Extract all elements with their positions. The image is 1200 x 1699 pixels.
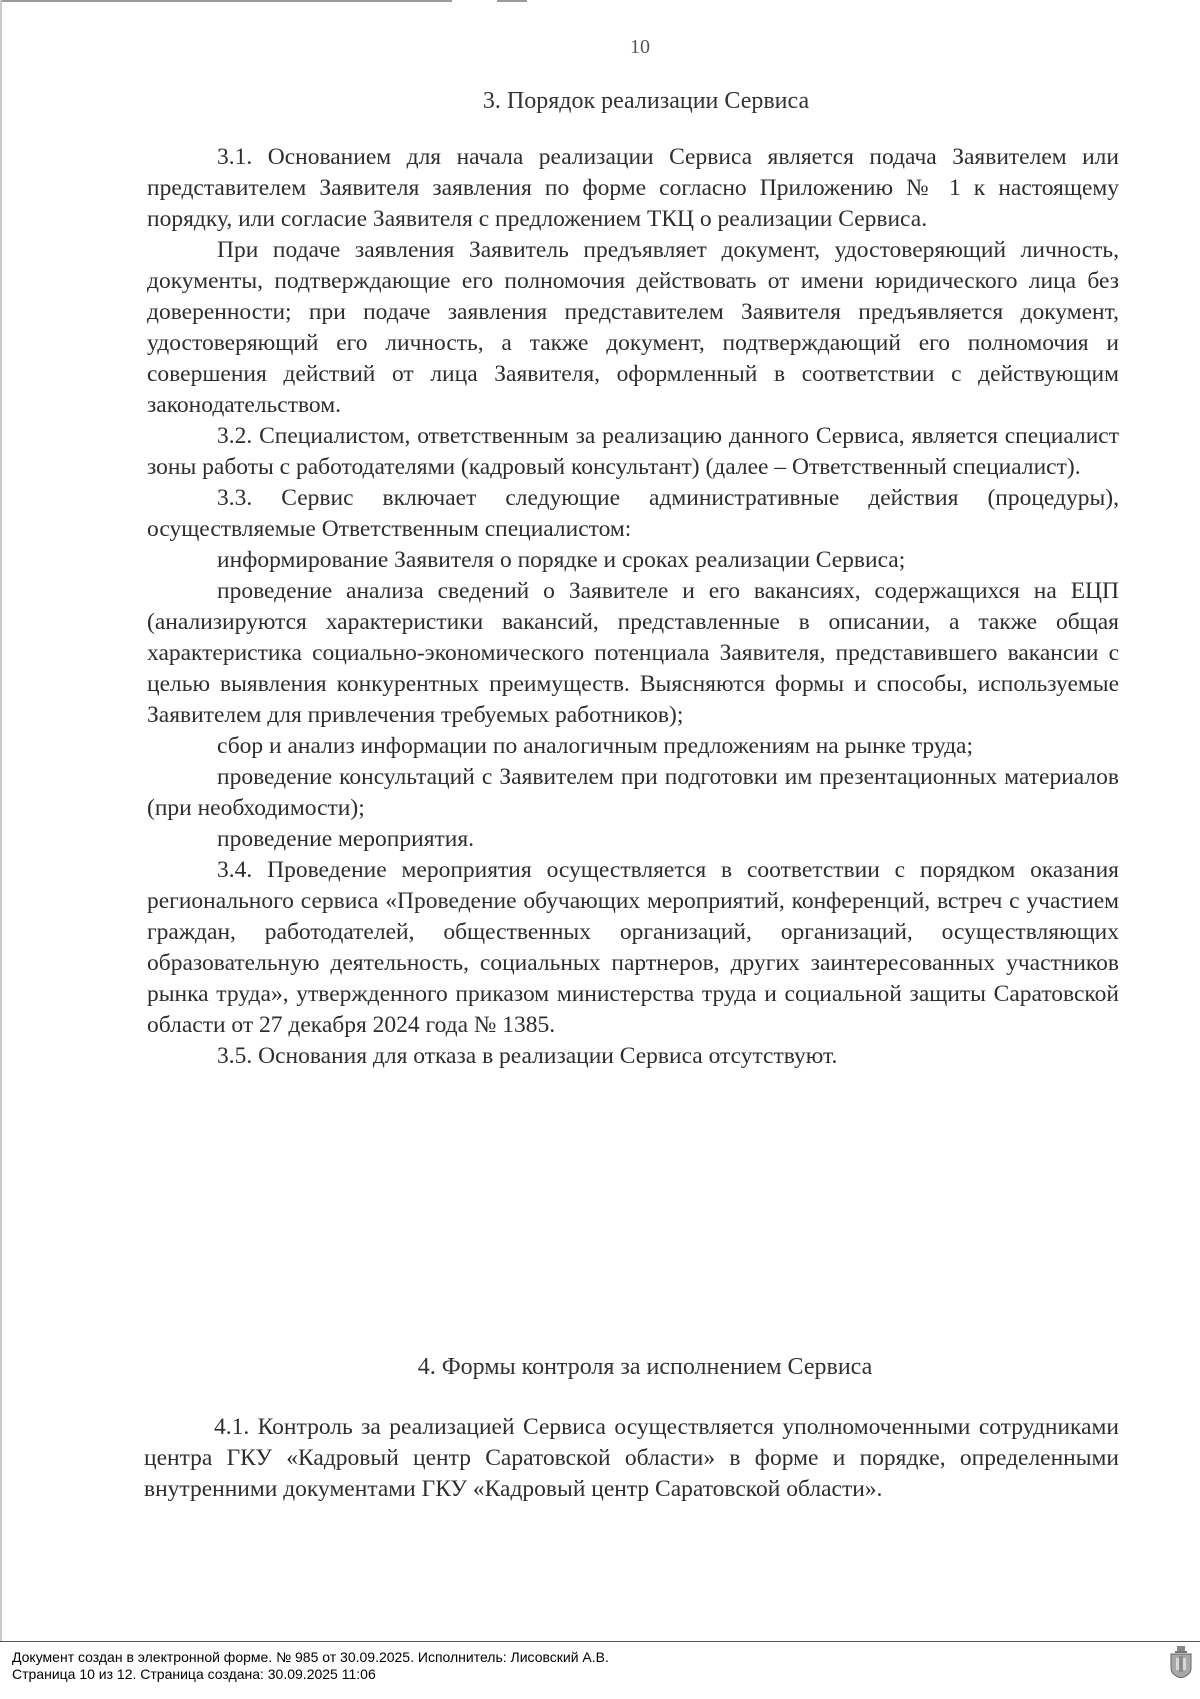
paragraph-3-5: 3.5. Основания для отказа в реализации Сервиса отсутствуют. [217,1043,838,1069]
footer-document-info: Документ создан в электронной форме. № 985 от 30.09.2025. Исполнитель: Лисовский А.В. [12,1649,609,1665]
paragraph-4-1: 4.1. Контроль за реализацией Сервиса осуществляется уполномоченными сотрудниками центра ГКУ «Кадровый центр Саратовской области» в форме и порядке, определенными внутренними документами ГКУ «Кадровый центр Саратовской области». [144,1414,1119,1502]
list-item: проведение консультаций с Заявителем при подготовки им презентационных материалов (при необходимости); [147,764,1119,821]
list-item: сбор и анализ информации по аналогичным предложениям на рынке труда; [217,733,974,759]
section-4-title: 4. Формы контроля за исполнением Сервиса [417,1354,873,1380]
section-4-body [144,1412,1119,1505]
paragraph-3-1: 3.1. Основанием для начала реализации Сервиса является подача Заявителем или представителем Заявителя заявления по форме согласно Приложению № 1 к настоящему порядку, или согласие Заявителя с предложением ТКЦ о реализации Сервиса. [147,144,1119,232]
section-3-body [147,142,1119,1072]
paragraph-3-3: 3.3. Сервис включает следующие административные действия (процедуры), осуществляемые Ответственным специалистом: [147,485,1119,542]
paragraph-3-2: 3.2. Специалистом, ответственным за реализацию данного Сервиса, является специалист зоны работы с работодателями (кадровый консультант) (далее – Ответственный специалист). [147,423,1119,480]
section-3-title: 3. Порядок реализации Сервиса [482,88,810,114]
paragraph-3-4: 3.4. Проведение мероприятия осуществляется в соответствии с порядком оказания регионального сервиса «Проведение обучающих мероприятий, конференций, встреч с участием граждан, работодателей, общественных организаций, организаций, осуществляющих образовательную деятельность, социальных партнеров, других заинтересованных участников рынка труда», утвержденного приказом министерства труда и социальной защиты Саратовской области от 27 декабря 2024 года № 1385. [147,857,1119,1038]
scan-artifact [0,0,452,2]
list-item: проведение анализа сведений о Заявителе и его вакансиях, содержащихся на ЕЦП (анализируются характеристики вакансий, представленные в описании, а также общая характеристика социально-экономического потенциала Заявителя, представившего вакансии с целью выявления конкурентных преимуществ. Выясняются формы и способы, используемые Заявителем для привлечения требуемых работников); [147,578,1119,728]
paragraph-3-1-documents: При подаче заявления Заявитель предъявляет документ, удостоверяющий личность, документы, подтверждающие его полномочия действовать от имени юридического лица без доверенности; при подаче заявления представителем Заявителя предъявляется документ, удостоверяющий его личность, а также документ, подтверждающий его полномочия и совершения действий от лица Заявителя, оформленный в соответствии с действующим законодательством. [147,237,1119,418]
footer-page-info: Страница 10 из 12. Страница создана: 30.09.2025 11:06 [12,1666,376,1682]
page-number: 10 [630,36,650,58]
coat-of-arms-icon [1170,1646,1192,1678]
list-item: информирование Заявителя о порядке и сроках реализации Сервиса; [217,547,906,573]
scan-artifact [497,0,527,2]
scan-edge [0,0,2,1650]
list-item: проведение мероприятия. [217,826,475,852]
document-footer [0,1641,1200,1699]
